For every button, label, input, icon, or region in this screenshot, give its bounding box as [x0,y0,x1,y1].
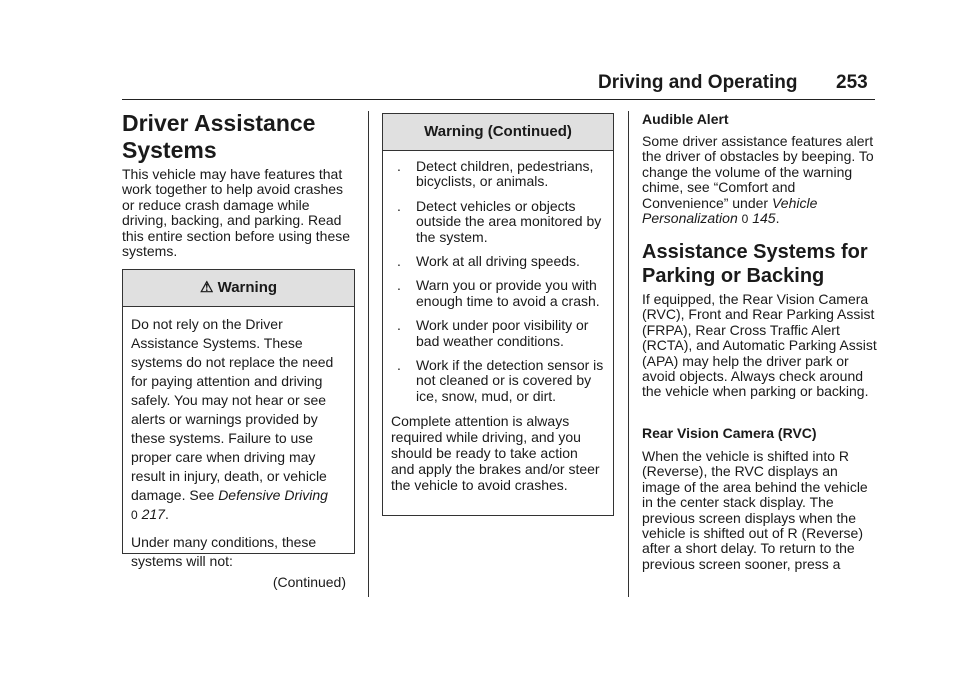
page-ref-icon: 0 [741,212,749,227]
bullet-mark: . [397,253,401,270]
warning-ref-page[interactable]: 217 [141,506,165,522]
column-divider [368,111,369,597]
bullet-text: Work at all driving speeds. [416,253,580,270]
bullet-text: Work if the detection sensor is not cleaned or is covered by ice, snow, mud, or dirt. [416,357,604,404]
audible-alert-text: Some driver assistance features alert the driver of obstacles by beeping. To change the volume of the warning chime, see “Comfort and Convenience” under Vehicle Personalization 0 145. [642,133,874,227]
bullet-text: Detect vehicles or objects outside the area monitored by the system. [416,197,602,245]
page-ref-icon: 0 [131,508,138,522]
warning-bullet-item [383,254,605,269]
rvc-text: When the vehicle is shifted into R (Reverse), the RVC displays an image of the area behind the vehicle in the center stack display. The previous screen displays when the vehicle is shifted out of R (Reverse) after a short delay. To return to the previous screen sooner, press a [642,448,868,572]
warning-icon: ⚠ [199,279,214,296]
warning-closing: Complete attention is always required while driving, and you should be ready to take action and apply the brakes and/or steer the vehicle to avoid crashes. [391,413,600,494]
warning-bullet-item [383,199,605,245]
bullet-mark: . [397,357,401,374]
bullet-mark: . [397,197,401,214]
column-divider [628,111,629,597]
audible-alert-heading: Audible Alert [642,111,729,127]
bullet-text: Work under poor visibility or bad weather conditions. [416,317,589,349]
intro-paragraph: This vehicle may have features that work together to help avoid crashes or reduce crash damage while driving, backing, and parking. Read this entire section before using these systems. [122,166,351,260]
parking-section-title: Assistance Systems for Parking or Backing [642,241,868,287]
warning-bullet-item [383,278,605,309]
warning-bullet-item [383,318,605,349]
warning-bullet-item [383,159,605,190]
bullet-mark: . [397,317,401,334]
warning-bullet-item [383,358,605,404]
bullet-mark: . [397,158,401,174]
bullet-text: Detect children, pedestrians, bicyclists, or animals. [416,158,594,190]
rvc-heading: Rear Vision Camera (RVC) [642,425,817,441]
section-title: Driver Assistance Systems [122,110,316,163]
warning-bullet-list [383,159,605,404]
audible-ref-title: Vehicle Personalization [642,194,818,227]
warning-ref-title: Defensive Driving [218,487,328,503]
header-rule [122,99,875,100]
warning-header [123,270,354,307]
parking-section-text: If equipped, the Rear Vision Camera (RVC), Front and Rear Parking Assist (FRPA), Rear Cross Traffic Alert (RCTA), and Automatic Parking Assist (APA) may help the driver park or avoid objects. Always check around the vehicle when parking or backing. [642,291,877,400]
warning-text: Do not rely on the Driver Assistance Systems. These systems do not replace the need for paying attention and driving safely. You may not hear or see alerts or warnings provided by these systems. Failure to use proper care when driving may result in injury, death, or vehicle damage. See Defensive Driving 0 217. [131,316,334,522]
page-header-section: Driving and Operating [598,72,798,93]
continued-label: (Continued) [272,574,346,590]
page-number: 253 [836,72,868,93]
bullet-mark: . [397,277,401,294]
warning-text-2: Under many conditions, these systems will not: [131,534,317,569]
warning-box [122,269,355,590]
warning-continued-header: Warning (Continued) [383,114,613,151]
bullet-text: Warn you or provide you with enough time to avoid a crash. [416,277,600,309]
warning-title: Warning [217,279,278,296]
warning-continued-box [382,113,614,516]
audible-ref-page[interactable]: 145 [752,210,776,227]
